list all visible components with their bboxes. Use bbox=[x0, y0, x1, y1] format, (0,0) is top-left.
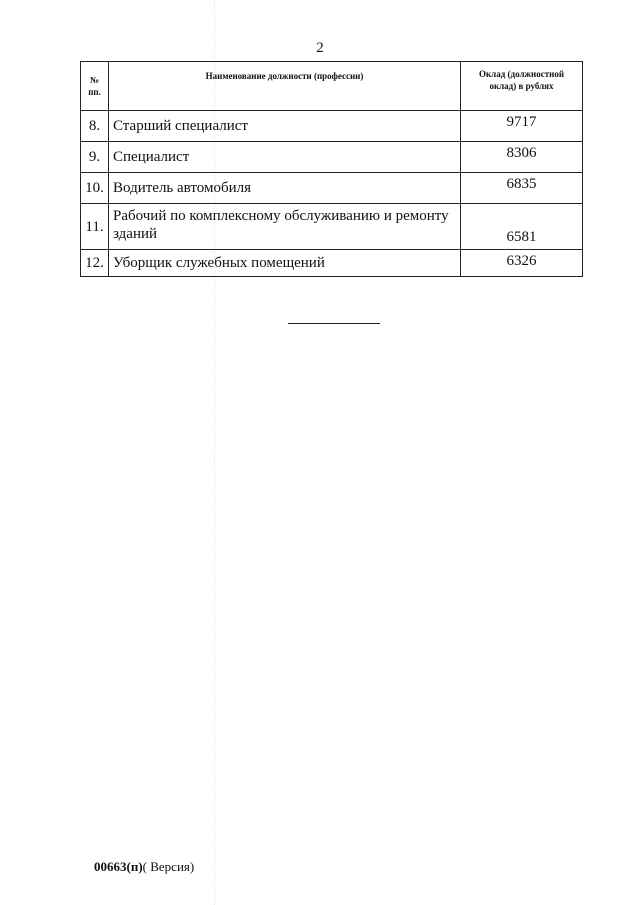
header-position-name: Наименование должности (профессии) bbox=[109, 62, 461, 111]
row-salary: 6835 bbox=[461, 173, 583, 204]
table-row bbox=[81, 173, 583, 204]
table-row bbox=[81, 142, 583, 173]
document-version: ( Версия) bbox=[142, 859, 195, 874]
table-row bbox=[81, 250, 583, 277]
document-code-number: 00663(п) bbox=[94, 859, 143, 874]
row-salary: 6326 bbox=[461, 250, 583, 277]
row-position-name: Старший специалист bbox=[109, 111, 461, 142]
header-number-line2: пп. bbox=[88, 87, 101, 97]
row-salary: 6581 bbox=[461, 204, 583, 250]
row-salary: 8306 bbox=[461, 142, 583, 173]
row-number: 9. bbox=[81, 142, 109, 173]
header-salary-line2: оклад) в рублях bbox=[489, 81, 554, 92]
table-row bbox=[81, 204, 583, 250]
row-position-name: Специалист bbox=[109, 142, 461, 173]
row-number: 10. bbox=[81, 173, 109, 204]
table-header-row bbox=[81, 62, 583, 111]
page-number: 2 bbox=[316, 40, 324, 56]
row-position-name: Водитель автомобиля bbox=[109, 173, 461, 204]
end-of-document-rule bbox=[288, 323, 380, 324]
row-number: 8. bbox=[81, 111, 109, 142]
row-number: 11. bbox=[81, 204, 109, 250]
row-number: 12. bbox=[81, 250, 109, 277]
row-position-name: Рабочий по комплексному обслуживанию и ремонту зданий bbox=[109, 204, 461, 250]
row-salary: 9717 bbox=[461, 111, 583, 142]
salary-table bbox=[80, 61, 583, 277]
header-salary-line1: Оклад (должностной bbox=[478, 69, 565, 79]
header-number-line1: № bbox=[89, 74, 100, 85]
document-code bbox=[94, 859, 194, 875]
table-row bbox=[81, 111, 583, 142]
row-position-name: Уборщик служебных помещений bbox=[109, 250, 461, 277]
header-salary bbox=[461, 62, 583, 111]
header-number bbox=[81, 62, 109, 111]
